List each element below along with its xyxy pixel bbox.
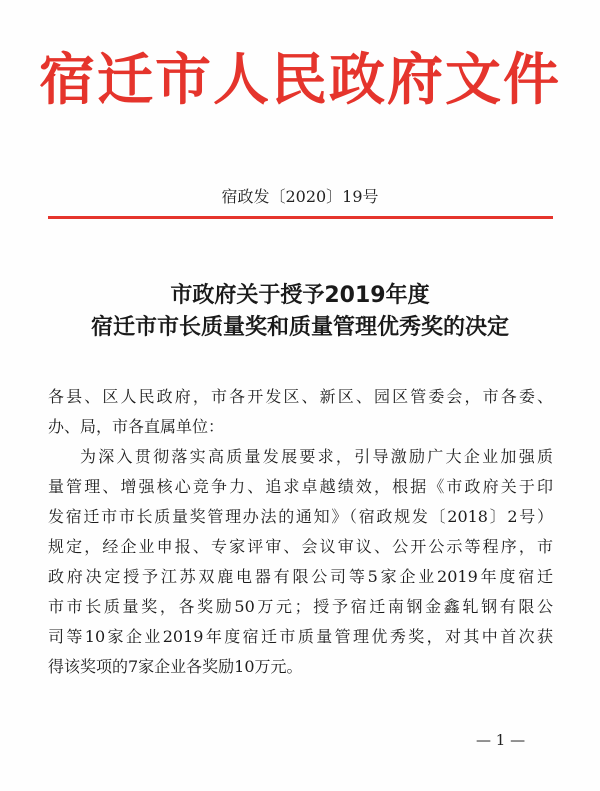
body-line-1: 为深入贯彻落实高质量发展要求，引导激励广大企业加强质: [80, 447, 553, 466]
body-line-3: 发宿迁市市长质量奖管理办法的通知》（宿政规发〔2018〕2号）: [48, 507, 553, 526]
body-line-7: 司等10家企业2019年度宿迁市质量管理优秀奖，对其中首次获: [48, 627, 553, 646]
masthead-title: 宿迁市人民政府文件: [39, 47, 561, 113]
body-line-2: 量管理、增强核心竞争力、追求卓越绩效，根据《市政府关于印: [48, 477, 553, 496]
addressee-line-2: 办、局，市各直属单位：: [48, 417, 225, 436]
title-line-1: 市政府关于授予2019年度: [170, 283, 430, 308]
document-body: [48, 382, 553, 682]
body-line-6: 市市长质量奖，各奖励50万元；授予宿迁南钢金鑫轧钢有限公: [48, 597, 553, 616]
body-line-8: 得该奖项的7家企业各奖励10万元。: [48, 657, 303, 676]
page-number: — 1 —: [476, 731, 526, 749]
red-divider-line: [48, 216, 553, 219]
document-title: [0, 280, 600, 344]
addressee-line-1: 各县、区人民政府，市各开发区、新区、园区管委会，市各委、: [48, 387, 553, 406]
body-line-4: 规定，经企业申报、专家评审、会议审议、公开公示等程序，市: [48, 537, 553, 556]
body-line-5: 政府决定授予江苏双鹿电器有限公司等5家企业2019年度宿迁: [48, 567, 553, 586]
document-number: 宿政发〔2020〕19号: [221, 187, 379, 206]
title-line-2: 宿迁市市长质量奖和质量管理优秀奖的决定: [90, 315, 509, 340]
